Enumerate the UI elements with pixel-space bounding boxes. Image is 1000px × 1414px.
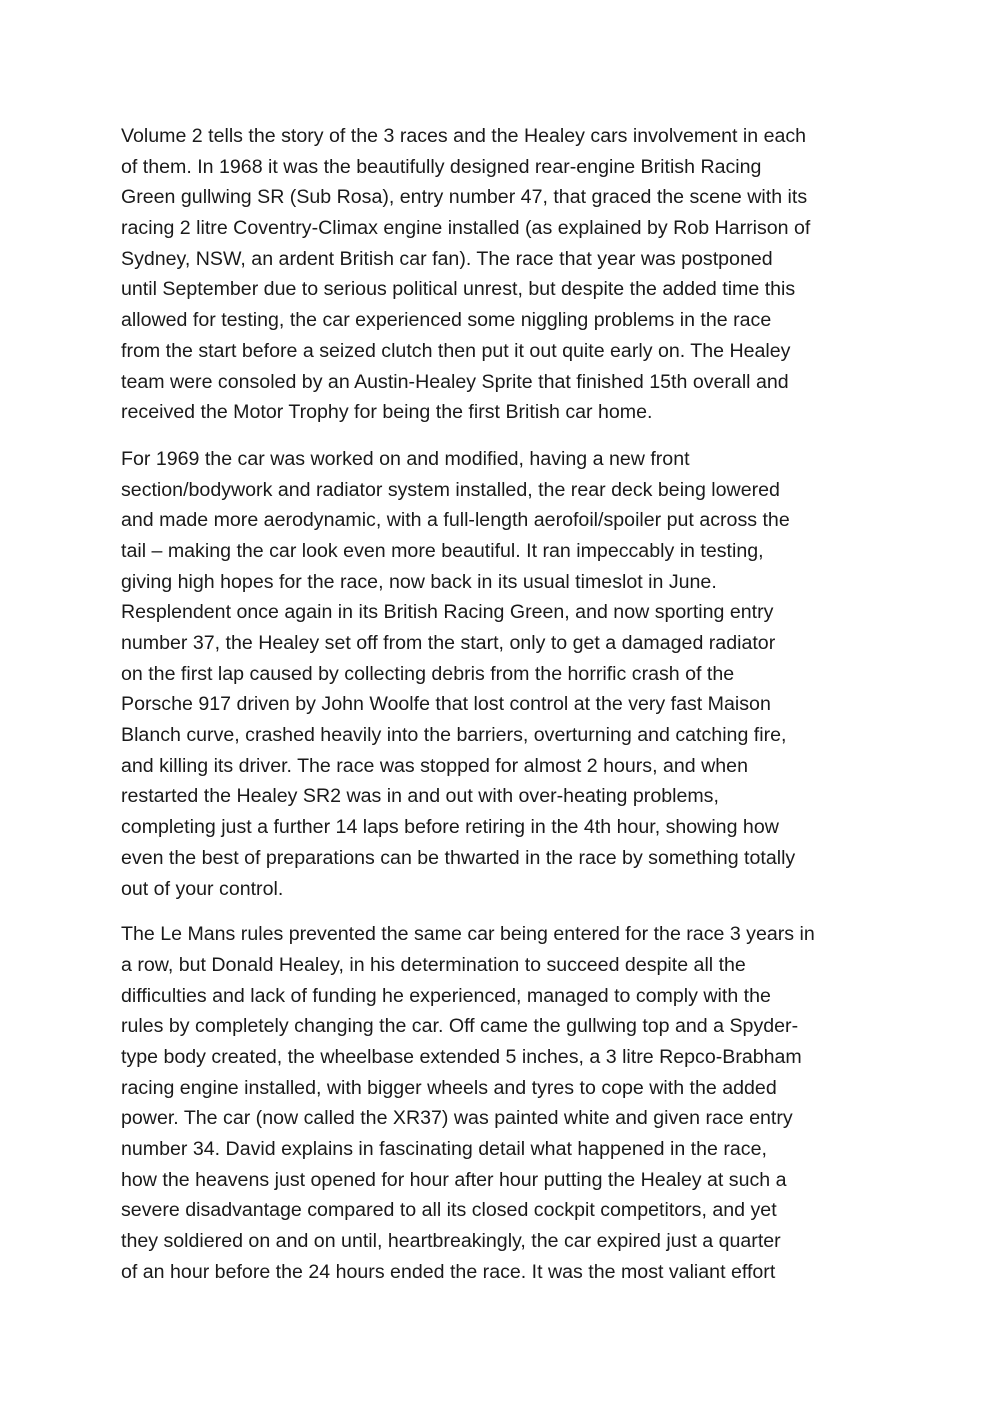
text-line: of an hour before the 24 hours ended the race. It was the most valiant effort	[121, 1260, 776, 1283]
text-line: even the best of preparations can be thwarted in the race by something totally	[121, 846, 796, 869]
paragraph-1970-race	[121, 919, 891, 1287]
text-line: Sydney, NSW, an ardent British car fan). The race that year was postponed	[121, 247, 773, 270]
text-line: a row, but Donald Healey, in his determination to succeed despite all the	[121, 953, 746, 976]
text-line: allowed for testing, the car experienced some niggling problems in the race	[121, 309, 772, 332]
body-text	[121, 121, 891, 1287]
text-line: Resplendent once again in its British Racing Green, and now sporting entry	[121, 601, 774, 624]
text-line: out of your control.	[121, 877, 284, 900]
text-line: of them. In 1968 it was the beautifully designed rear-engine British Racing	[121, 155, 762, 178]
text-line: For 1969 the car was worked on and modified, having a new front	[121, 447, 690, 470]
text-line: power. The car (now called the XR37) was painted white and given race entry	[121, 1107, 793, 1130]
text-line: number 37, the Healey set off from the start, only to get a damaged radiator	[121, 632, 776, 654]
text-line: Porsche 917 driven by John Woolfe that lost control at the very fast Maison	[121, 693, 771, 716]
text-line: received the Motor Trophy for being the first British car home.	[121, 401, 653, 424]
text-line: section/bodywork and radiator system installed, the rear deck being lowered	[121, 478, 780, 501]
text-line: The Le Mans rules prevented the same car being entered for the race 3 years in	[121, 923, 815, 946]
text-line: giving high hopes for the race, now back in its usual timeslot in June.	[121, 570, 717, 593]
text-line: until September due to serious political unrest, but despite the added time this	[121, 278, 796, 301]
text-line: racing 2 litre Coventry-Climax engine installed (as explained by Rob Harrison of	[121, 217, 811, 240]
text-line: on the first lap caused by collecting debris from the horrific crash of the	[121, 662, 735, 685]
text-line: racing engine installed, with bigger wheels and tyres to cope with the added	[121, 1076, 777, 1099]
paragraph-1968-race	[121, 121, 891, 428]
text-line: Blanch curve, crashed heavily into the barriers, overturning and catching fire,	[121, 724, 787, 747]
text-line: tail – making the car look even more beautiful. It ran impeccably in testing,	[121, 539, 764, 562]
text-line: type body created, the wheelbase extended 5 inches, a 3 litre Repco-Brabham	[121, 1045, 802, 1068]
text-line: how the heavens just opened for hour after hour putting the Healey at such a	[121, 1168, 787, 1191]
text-line: rules by completely changing the car. Off came the gullwing top and a Spyder-	[121, 1015, 799, 1038]
text-line: from the start before a seized clutch then put it out quite early on. The Healey	[121, 339, 791, 362]
text-line: Volume 2 tells the story of the 3 races and the Healey cars involvement in each	[121, 125, 807, 147]
text-line: restarted the Healey SR2 was in and out with over-heating problems,	[121, 785, 719, 808]
paragraph-1969-race	[121, 444, 891, 904]
text-line: completing just a further 14 laps before retiring in the 4th hour, showing how	[121, 816, 779, 839]
text-line: severe disadvantage compared to all its closed cockpit competitors, and yet	[121, 1199, 777, 1222]
text-line: they soldiered on and on until, heartbreakingly, the car expired just a quarter	[121, 1230, 781, 1253]
text-line: team were consoled by an Austin-Healey Sprite that finished 15th overall and	[121, 370, 789, 393]
text-line: and killing its driver. The race was stopped for almost 2 hours, and when	[121, 754, 748, 777]
text-line: and made more aerodynamic, with a full-length aerofoil/spoiler put across the	[121, 509, 790, 532]
text-line: number 34. David explains in fascinating detail what happened in the race,	[121, 1138, 767, 1160]
text-line: difficulties and lack of funding he experienced, managed to comply with the	[121, 984, 771, 1007]
text-line: Green gullwing SR (Sub Rosa), entry number 47, that graced the scene with its	[121, 186, 808, 209]
